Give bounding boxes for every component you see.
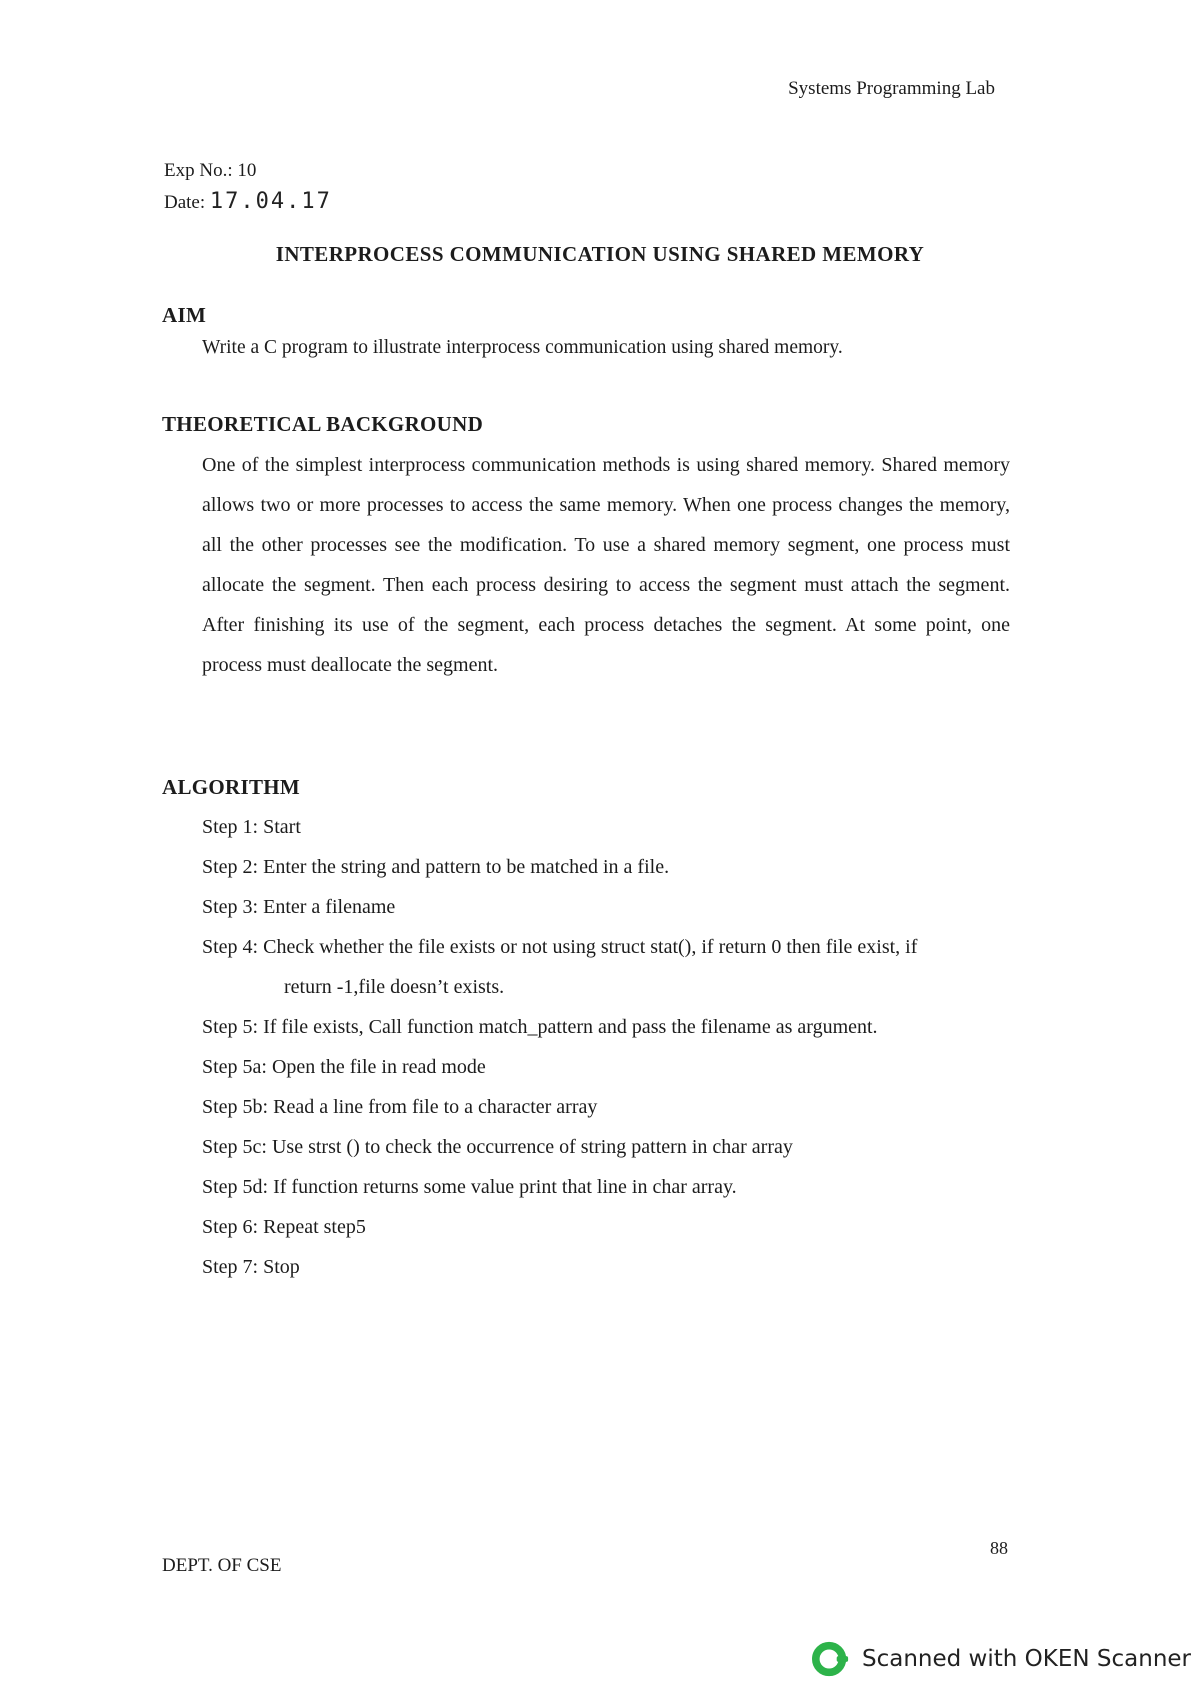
scanner-watermark-text: Scanned with OKEN Scanner <box>862 1646 1191 1672</box>
theory-paragraph: One of the simplest interprocess communication methods is using shared memory. Shared memory allows two or more processes to access the same memory. When one process changes the memory, all the other processes see the modification. To use a shared memory segment, one process must allocate the segment. Then each process desiring to access the segment must attach the segment. After finishing its use of the segment, each process detaches the segment. At some point, one process must deallocate the segment. <box>202 454 1010 676</box>
algorithm-step-continuation: return -1,file doesn’t exists. <box>284 976 505 998</box>
page-number: 88 <box>990 1538 1008 1558</box>
aim-text: Write a C program to illustrate interprocess communication using shared memory. <box>202 337 843 358</box>
algorithm-heading: ALGORITHM <box>162 775 301 799</box>
page-title: INTERPROCESS COMMUNICATION USING SHARED MEMORY <box>275 242 925 266</box>
department-footer: DEPT. OF CSE <box>162 1555 282 1576</box>
algorithm-step: Step 5b: Read a line from file to a character array <box>202 1096 598 1118</box>
algorithm-step: Step 5d: If function returns some value print that line in char array. <box>202 1176 737 1198</box>
algorithm-step: Step 7: Stop <box>202 1256 300 1278</box>
exp-number: 10 <box>237 160 257 181</box>
algorithm-step: Step 6: Repeat step5 <box>202 1216 366 1238</box>
algorithm-step: Step 4: Check whether the file exists or not using struct stat(), if return 0 then file exist, if <box>202 936 918 958</box>
scanner-watermark <box>812 1640 1191 1678</box>
algorithm-steps <box>202 807 1022 1287</box>
algorithm-step: Step 5a: Open the file in read mode <box>202 1056 486 1078</box>
scanner-logo-icon <box>812 1640 850 1678</box>
algorithm-step: Step 5c: Use strst () to check the occurrence of string pattern in char array <box>202 1136 793 1158</box>
algorithm-step: Step 1: Start <box>202 816 301 838</box>
algorithm-step: Step 5: If file exists, Call function match_pattern and pass the filename as argument. <box>202 1016 878 1038</box>
theory-heading: THEORETICAL BACKGROUND <box>162 412 484 436</box>
aim-heading: AIM <box>162 303 207 327</box>
running-header: Systems Programming Lab <box>788 78 995 99</box>
exp-number-line <box>164 160 256 182</box>
date-value: 17.04.17 <box>209 189 332 214</box>
algorithm-step: Step 2: Enter the string and pattern to be matched in a file. <box>202 856 670 878</box>
date-label: Date: <box>164 192 206 213</box>
date-line <box>164 189 332 214</box>
exp-label: Exp No.: <box>164 160 233 181</box>
algorithm-step: Step 3: Enter a filename <box>202 896 396 918</box>
